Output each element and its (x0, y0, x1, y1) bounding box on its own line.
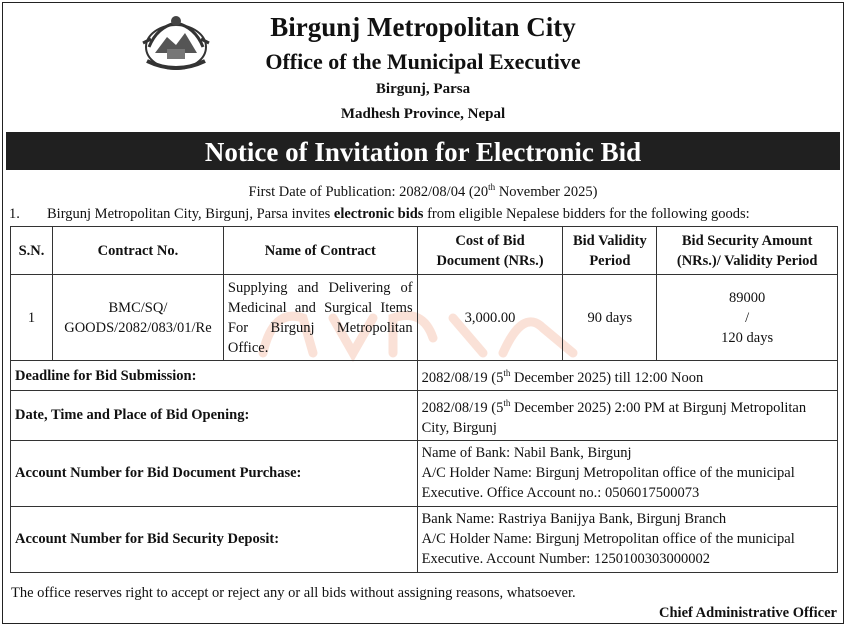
opening-row (11, 391, 838, 441)
col-name: Name of Contract (223, 227, 417, 275)
deadline-value: 2082/08/19 (5th December 2025) till 12:00 Noon (417, 361, 837, 391)
notice-banner: Notice of Invitation for Electronic Bid (6, 132, 840, 170)
province-line: Madhesh Province, Nepal (340, 106, 506, 122)
deposit-label: Account Number for Bid Security Deposit: (11, 506, 418, 572)
publication-date: First Date of Publication: 2082/08/04 (20th November 2025) (248, 182, 598, 200)
place-line: Birgunj, Parsa (375, 81, 471, 97)
row-security: 89000 / 120 days (657, 275, 838, 361)
table-row (11, 275, 838, 361)
deposit-row (11, 506, 838, 572)
col-validity: Bid Validity Period (563, 227, 657, 275)
bid-table (10, 226, 838, 573)
row-name: Supplying and Delivering of Medicinal and Surgical Items For Birgunj Metropolitan Office. (223, 275, 417, 361)
opening-value: 2082/08/19 (5th December 2025) 2:00 PM at Birgunj Metropolitan City, Birgunj (417, 391, 837, 441)
notice-page (2, 2, 844, 624)
reservation-note: The office reserves right to accept or reject any or all bids without assigning reasons, whatsoever. (11, 585, 576, 601)
purchase-row (11, 440, 838, 506)
header (3, 3, 843, 131)
row-cost: 3,000.00 (417, 275, 563, 361)
row-sn: 1 (11, 275, 53, 361)
purchase-value: Name of Bank: Nabil Bank, Birgunj A/C Holder Name: Birgunj Metropolitan office of the municipal Executive. Office Account no.: 0506017500073 (417, 440, 837, 506)
col-contract-no: Contract No. (52, 227, 223, 275)
row-contract-no: BMC/SQ/ GOODS/2082/083/01/Re (52, 275, 223, 361)
intro-paragraph: 1. Birgunj Metropolitan City, Birgunj, Parsa invites electronic bids from eligible Nepalese bidders for the following goods: (9, 206, 750, 222)
deadline-row (11, 361, 838, 391)
col-security: Bid Security Amount (NRs.)/ Validity Period (657, 227, 838, 275)
opening-label: Date, Time and Place of Bid Opening: (11, 391, 418, 441)
office-title: Office of the Municipal Executive (265, 49, 581, 74)
table-header-row (11, 227, 838, 275)
row-validity: 90 days (563, 275, 657, 361)
signatory: Chief Administrative Officer (659, 605, 837, 621)
deposit-value: Bank Name: Rastriya Banijya Bank, Birgunj Branch A/C Holder Name: Birgunj Metropolitan office of the municipal Executive. Account Number: 1250100303000002 (417, 506, 837, 572)
intro-number: 1. (9, 206, 20, 222)
purchase-label: Account Number for Bid Document Purchase: (11, 440, 418, 506)
city-title: Birgunj Metropolitan City (270, 12, 576, 42)
col-sn: S.N. (11, 227, 53, 275)
col-cost: Cost of Bid Document (NRs.) (417, 227, 563, 275)
deadline-label: Deadline for Bid Submission: (11, 361, 418, 391)
